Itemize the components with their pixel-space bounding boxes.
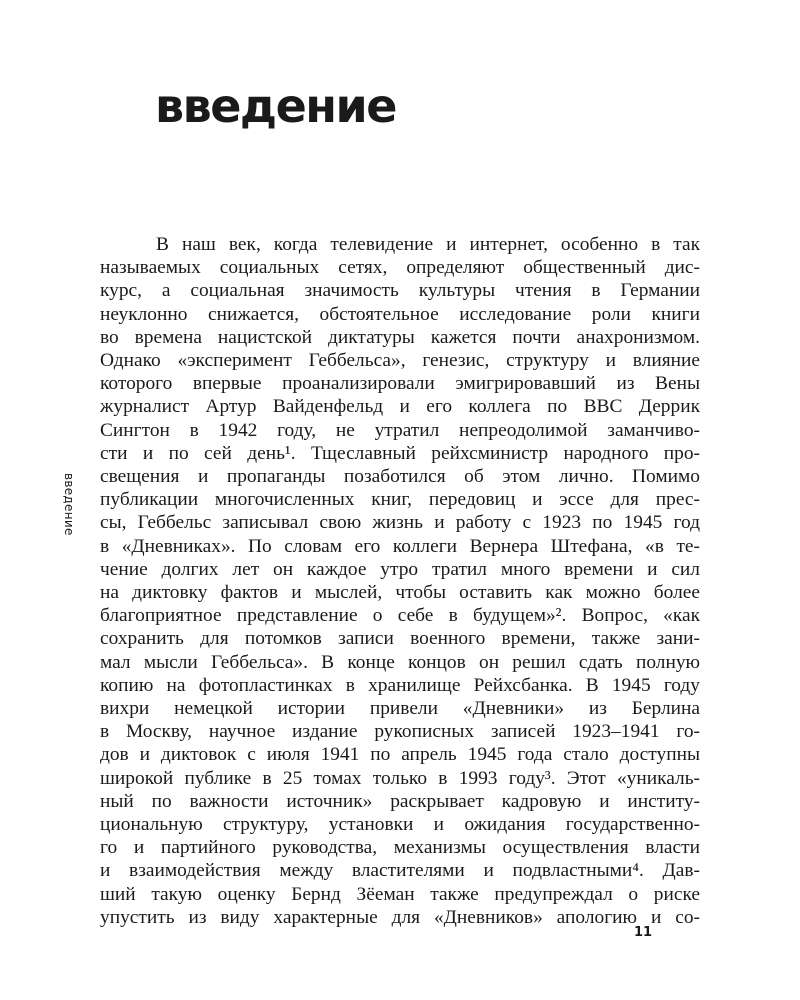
text-line: курс, а социальная значимость культуры чтения в Германии — [100, 280, 700, 302]
text-line: дов и диктовок с июля 1941 по апрель 1945 года стало доступны — [100, 744, 700, 766]
text-line: в «Дневниках». По словам его коллеги Вернера Штефана, «в те- — [100, 535, 700, 557]
running-head-text: введение — [62, 473, 76, 536]
text-line: широкой публике в 25 томах только в 1993 году³. Этот «уникаль- — [100, 767, 700, 789]
text-line: сы, Геббельс записывал свою жизнь и работу с 1923 по 1945 год — [100, 512, 700, 534]
text-line: сти и по сей день¹. Тщеславный рейхсминистр народного про- — [100, 442, 700, 464]
text-line: чение долгих лет он каждое утро тратил много времени и сил — [100, 558, 700, 580]
text-line: В наш век, когда телевидение и интернет, особенно в так — [156, 234, 700, 255]
text-line: сохранить для потомков записи военного времени, также зани- — [100, 628, 700, 650]
text-line: в Москву, научное издание рукописных записей 1923–1941 го- — [100, 721, 700, 743]
page-title: введение — [155, 79, 396, 133]
text-line: свещения и пропаганды позаботился об этом лично. Помимо — [100, 466, 700, 488]
text-line: Однако «эксперимент Геббельса», генезис, структуру и влияние — [100, 350, 700, 372]
text-line: упустить из виду характерные для «Дневников» апологию и со- — [100, 906, 700, 928]
text-line: Сингтон в 1942 году, не утратил непреодолимой заманчиво- — [100, 419, 700, 441]
text-line: во времена нацистской диктатуры кажется почти анахронизмом. — [100, 326, 700, 348]
text-line: неуклонно снижается, обстоятельное исследование роли книги — [100, 303, 700, 325]
text-line: го и партийного руководства, механизмы осуществления власти — [100, 837, 700, 859]
text-line: называемых социальных сетях, определяют общественный дис- — [100, 257, 700, 279]
text-line: на диктовку фактов и мыслей, чтобы оставить как можно более — [100, 582, 700, 604]
text-line: которого впервые проанализировали эмигрировавший из Вены — [100, 373, 700, 395]
text-line: журналист Артур Вайденфельд и его коллега по BBC Деррик — [100, 396, 700, 418]
text-line: ный по важности источник» раскрывает кадровую и институ- — [100, 790, 700, 812]
body-text — [100, 233, 700, 929]
text-line: публикации многочисленных книг, передовиц и эссе для прес- — [100, 489, 700, 511]
text-line: ший такую оценку Бернд Зёеман также предупреждал о риске — [100, 883, 700, 905]
text-line: вихри немецкой истории привели «Дневники» из Берлина — [100, 698, 700, 720]
text-line: циональную структуру, установки и ожидания государственно- — [100, 814, 700, 836]
page-number: 11 — [634, 925, 653, 940]
text-line: копию на фотопластинках в хранилище Рейхсбанка. В 1945 году — [100, 674, 700, 696]
text-line: мал мысли Геббельса». В конце концов он решил сдать полную — [100, 651, 700, 673]
text-line: и взаимодействия между властителями и подвластными⁴. Дав- — [100, 860, 700, 882]
text-line: благоприятное представление о себе в будущем»². Вопрос, «как — [100, 605, 700, 627]
